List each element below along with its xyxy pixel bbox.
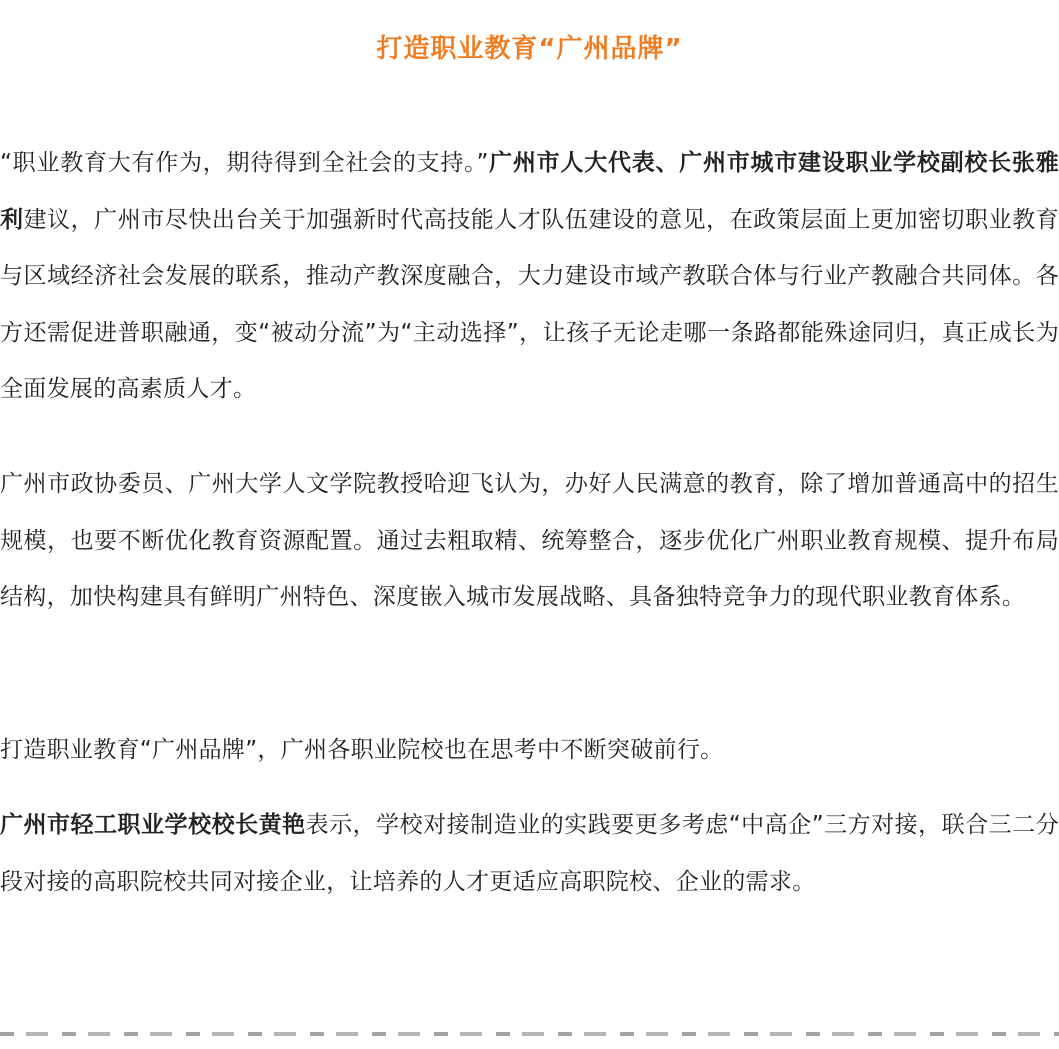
paragraph-2 — [0, 456, 1059, 626]
paragraph-text: 建议，广州市尽快出台关于加强新时代高技能人才队伍建设的意见，在政策层面上更加密切职业教育与区域经济社会发展的联系，推动产教深度融合，大力建设市域产教联合体与行业产教融合共同体。各方还需促进普职融通，变“被动分流”为“主动选择”，让孩子无论走哪一条路都能殊途同归，真正成长为全面发展的高素质人才。 — [0, 206, 1059, 402]
article-title: 打造职业教育“广州品牌” — [376, 34, 683, 64]
paragraph-text: 打造职业教育“广州品牌”，广州各职业院校也在思考中不断突破前行。 — [0, 737, 724, 763]
speaker-name: 广州市人大代表、广州市城市建设职业学校副校长张雅利 — [0, 150, 1059, 233]
paragraph-text: 广州市政协委员、广州大学人文学院教授哈迎飞认为，办好人民满意的教育，除了增加普通高中的招生规模，也要不断优化教育资源配置。通过去粗取精、统筹整合，逐步优化广州职业教育规模、提升布局结构，加快构建具有鲜明广州特色、深度嵌入城市发展战略、具备独特竞争力的现代职业教育体系。 — [0, 471, 1059, 610]
paragraph-1 — [0, 135, 1059, 418]
speaker-name: 广州市轻工职业学校校长黄艳 — [0, 812, 306, 838]
paragraph-4 — [0, 797, 1059, 910]
paragraph-3 — [0, 722, 1059, 779]
quote-text: “职业教育大有作为，期待得到全社会的支持。” — [0, 150, 489, 176]
cropped-next-line — [0, 1032, 1059, 1049]
paragraph-text: 表示，学校对接制造业的实践要更多考虑“中高企”三方对接，联合三二分段对接的高职院校共同对接企业，让培养的人才更适应高职院校、企业的需求。 — [0, 812, 1059, 895]
cropped-text-fragment — [0, 1032, 1059, 1036]
